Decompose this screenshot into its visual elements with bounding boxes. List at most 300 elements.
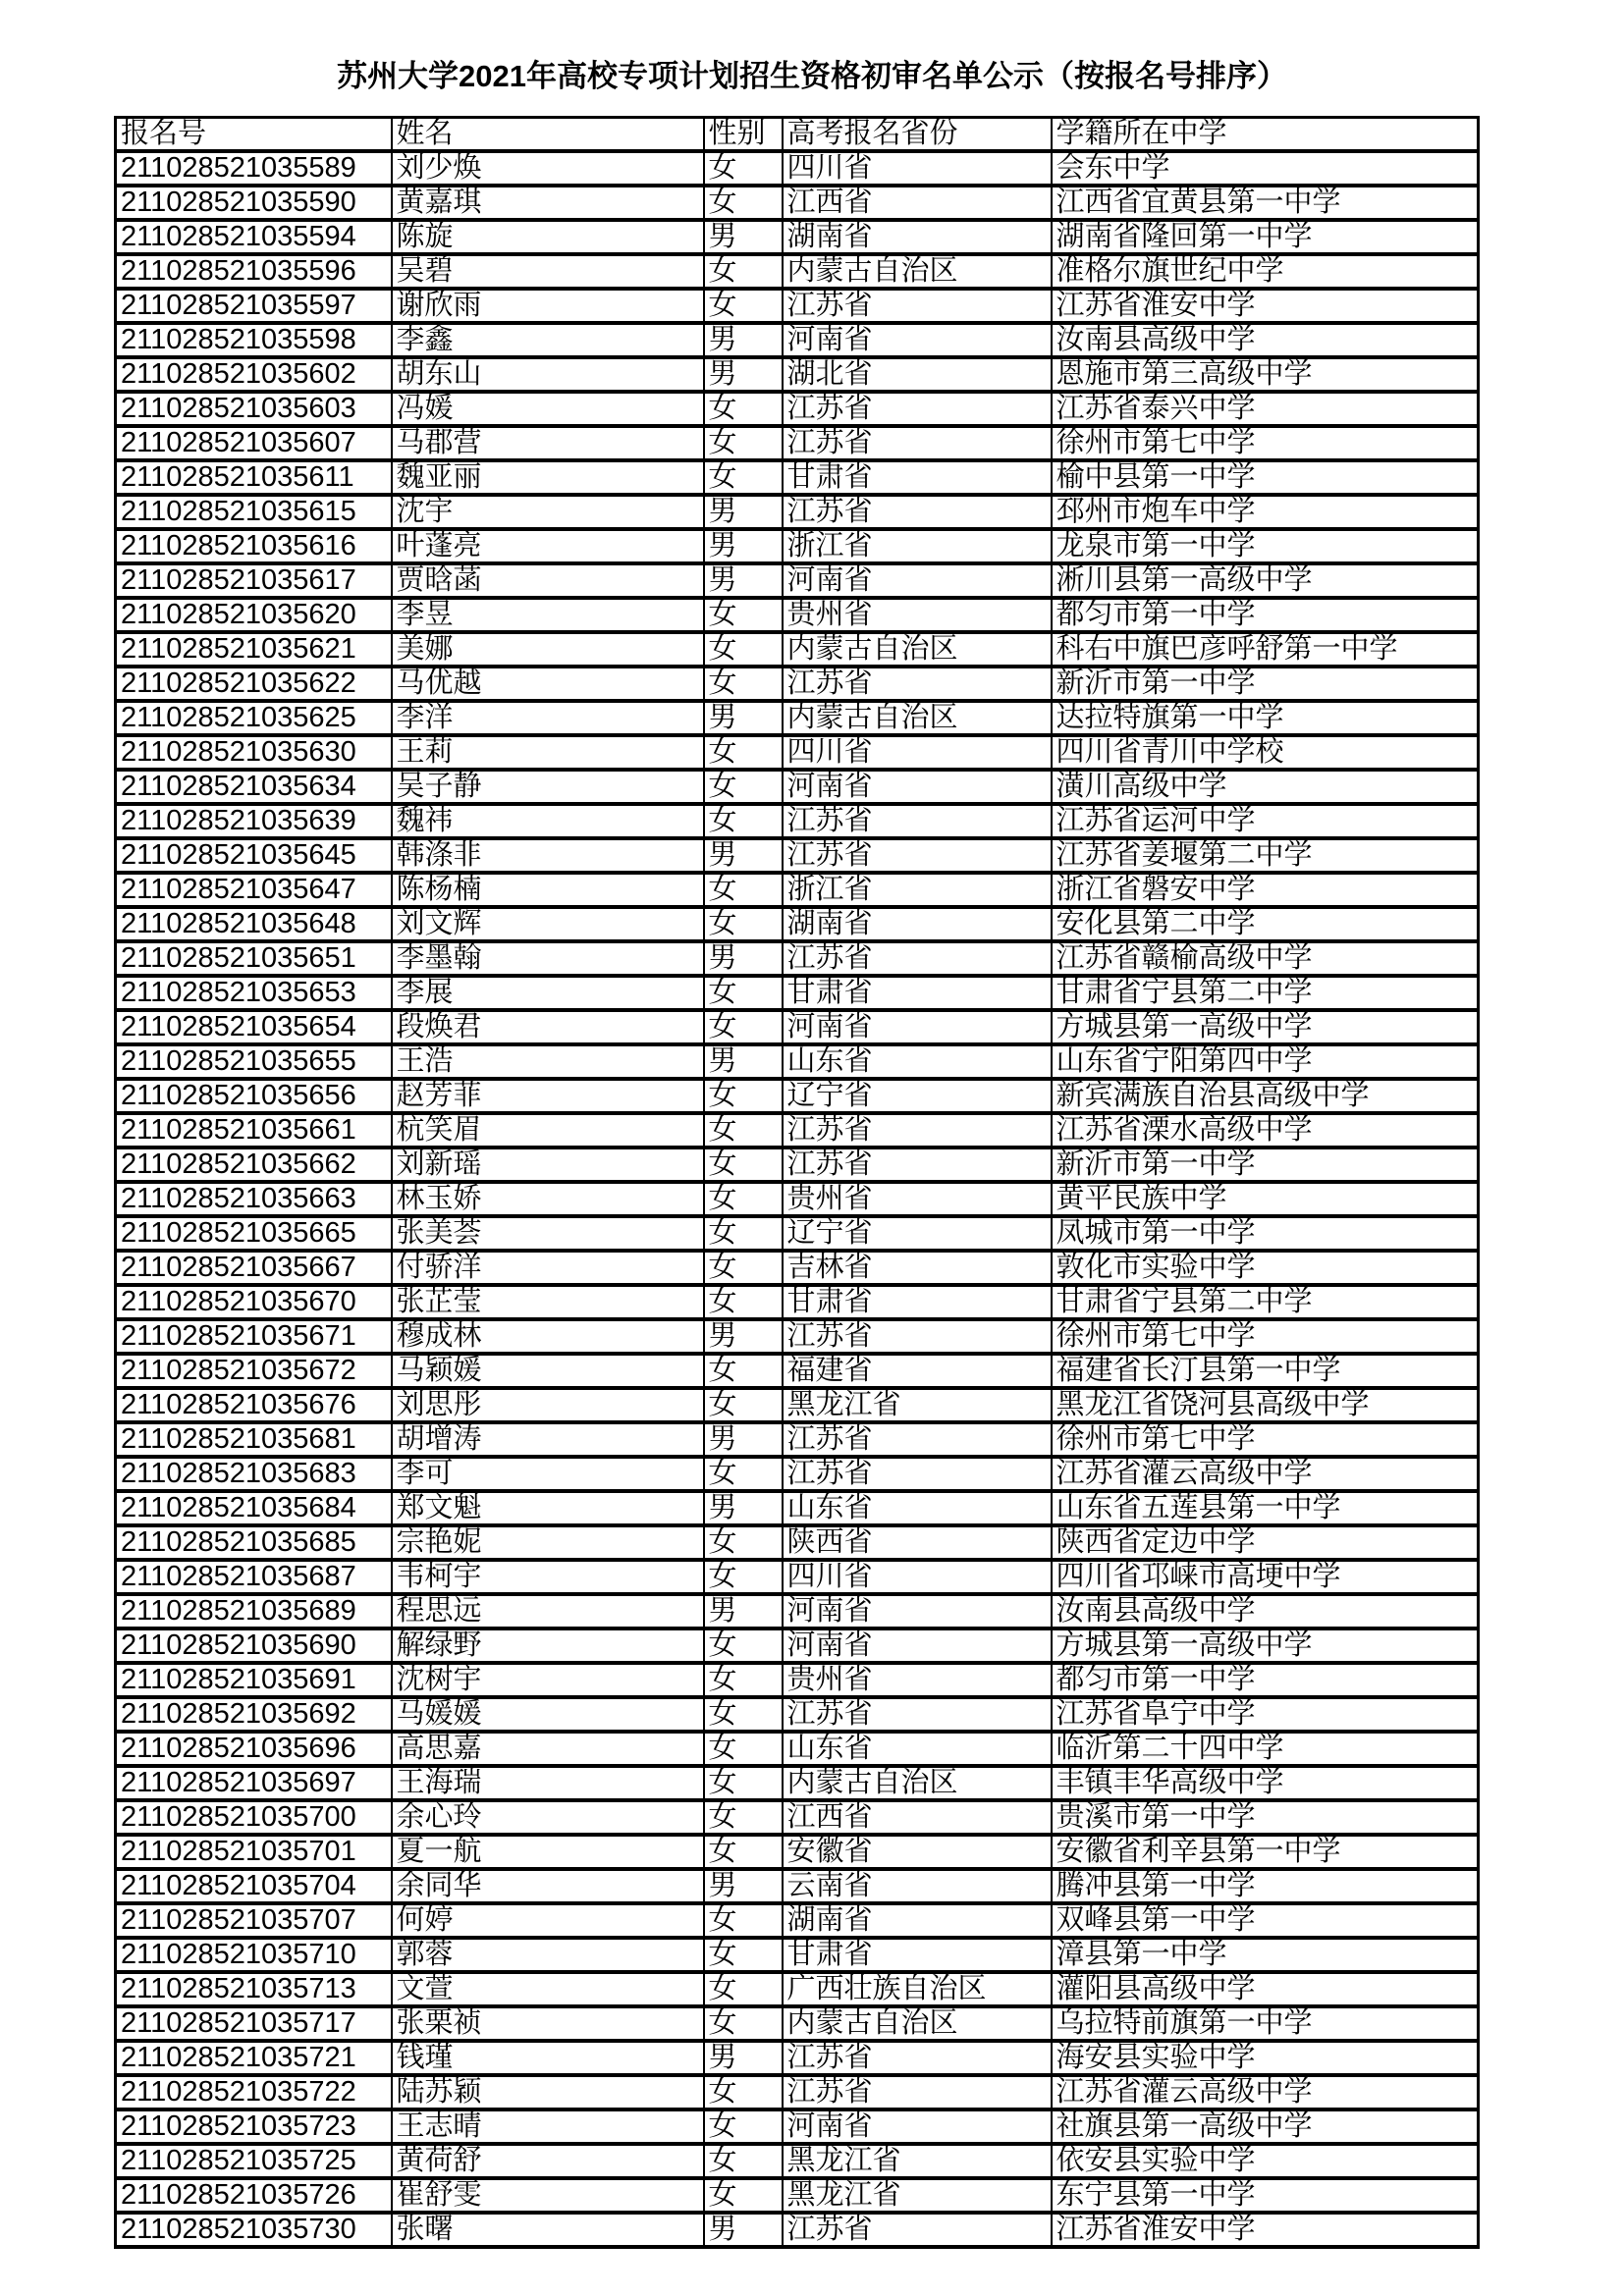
cell-gender: 女 [704,289,783,323]
cell-gender: 女 [704,151,783,186]
cell-name: 林玉娇 [392,1182,704,1216]
cell-school: 双峰县第一中学 [1052,1903,1479,1938]
cell-province: 四川省 [783,735,1052,770]
table-row [116,254,1479,289]
cell-province: 福建省 [783,1354,1052,1388]
cell-name: 刘文辉 [392,907,704,941]
cell-gender: 男 [704,1869,783,1903]
cell-province: 河南省 [783,1010,1052,1044]
document-title: 苏州大学2021年高校专项计划招生资格初审名单公示（按报名号排序） [337,59,1287,93]
cell-school: 江苏省阜宁中学 [1052,1697,1479,1732]
cell-registration-number: 211028521035654 [116,1010,392,1044]
table-row [116,289,1479,323]
cell-name: 马媛媛 [392,1697,704,1732]
header-school: 学籍所在中学 [1052,118,1479,152]
cell-school: 四川省邛崃市高埂中学 [1052,1560,1479,1594]
cell-province: 江苏省 [783,1148,1052,1182]
cell-registration-number: 211028521035634 [116,770,392,804]
table-row [116,1491,1479,1525]
cell-school: 准格尔旗世纪中学 [1052,254,1479,289]
cell-gender: 女 [704,2178,783,2213]
cell-registration-number: 211028521035690 [116,1629,392,1663]
cell-school: 乌拉特前旗第一中学 [1052,2006,1479,2041]
cell-province: 甘肃省 [783,1938,1052,1972]
cell-province: 江苏省 [783,1457,1052,1491]
cell-school: 新沂市第一中学 [1052,1148,1479,1182]
cell-name: 马优越 [392,667,704,701]
cell-gender: 男 [704,1594,783,1629]
cell-registration-number: 211028521035651 [116,941,392,976]
cell-name: 胡东山 [392,357,704,392]
cell-school: 山东省五莲县第一中学 [1052,1491,1479,1525]
cell-gender: 女 [704,1663,783,1697]
cell-school: 方城县第一高级中学 [1052,1629,1479,1663]
cell-province: 江苏省 [783,426,1052,460]
cell-registration-number: 211028521035594 [116,220,392,254]
cell-province: 江苏省 [783,1319,1052,1354]
cell-province: 江苏省 [783,2213,1052,2247]
table-row [116,1697,1479,1732]
cell-school: 江苏省赣榆高级中学 [1052,941,1479,976]
cell-registration-number: 211028521035717 [116,2006,392,2041]
cell-province: 内蒙古自治区 [783,1766,1052,1800]
cell-name: 陈杨楠 [392,873,704,907]
table-row [116,1457,1479,1491]
cell-name: 刘少焕 [392,151,704,186]
cell-name: 李展 [392,976,704,1010]
cell-registration-number: 211028521035725 [116,2144,392,2178]
table-row [116,1079,1479,1113]
cell-province: 河南省 [783,1629,1052,1663]
table-row [116,1972,1479,2006]
cell-province: 吉林省 [783,1251,1052,1285]
cell-school: 江苏省运河中学 [1052,804,1479,838]
table-row [116,1354,1479,1388]
table-row [116,976,1479,1010]
cell-gender: 女 [704,976,783,1010]
cell-registration-number: 211028521035655 [116,1044,392,1079]
table-row [116,770,1479,804]
cell-name: 赵芳菲 [392,1079,704,1113]
cell-province: 江苏省 [783,495,1052,529]
cell-registration-number: 211028521035639 [116,804,392,838]
table-row [116,2178,1479,2213]
table-row [116,1319,1479,1354]
table-row [116,735,1479,770]
cell-school: 江苏省溧水高级中学 [1052,1113,1479,1148]
table-row [116,598,1479,632]
table-row [116,2075,1479,2109]
cell-gender: 女 [704,598,783,632]
cell-name: 李墨翰 [392,941,704,976]
cell-school: 徐州市第七中学 [1052,1422,1479,1457]
table-row [116,2041,1479,2075]
cell-province: 河南省 [783,1594,1052,1629]
cell-school: 陕西省定边中学 [1052,1525,1479,1560]
cell-name: 王志晴 [392,2109,704,2144]
cell-name: 宗艳妮 [392,1525,704,1560]
cell-school: 凤城市第一中学 [1052,1216,1479,1251]
table-row [116,323,1479,357]
cell-school: 东宁县第一中学 [1052,2178,1479,2213]
table-row [116,529,1479,563]
cell-name: 夏一航 [392,1835,704,1869]
cell-registration-number: 211028521035691 [116,1663,392,1697]
cell-school: 漳县第一中学 [1052,1938,1479,1972]
cell-school: 黄平民族中学 [1052,1182,1479,1216]
cell-name: 解绿野 [392,1629,704,1663]
cell-gender: 女 [704,1388,783,1422]
cell-registration-number: 211028521035647 [116,873,392,907]
cell-gender: 女 [704,186,783,220]
table-row [116,1869,1479,1903]
cell-province: 江苏省 [783,667,1052,701]
cell-province: 河南省 [783,323,1052,357]
cell-province: 湖南省 [783,907,1052,941]
table-row [116,1732,1479,1766]
cell-gender: 男 [704,1044,783,1079]
cell-gender: 女 [704,873,783,907]
cell-gender: 男 [704,1319,783,1354]
table-row [116,873,1479,907]
cell-school: 江西省宜黄县第一中学 [1052,186,1479,220]
table-row [116,838,1479,873]
table-row [116,1113,1479,1148]
cell-gender: 女 [704,1835,783,1869]
cell-school: 徐州市第七中学 [1052,426,1479,460]
cell-registration-number: 211028521035710 [116,1938,392,1972]
cell-gender: 女 [704,1457,783,1491]
cell-name: 文萱 [392,1972,704,2006]
cell-gender: 女 [704,1182,783,1216]
cell-school: 龙泉市第一中学 [1052,529,1479,563]
cell-name: 张芷莹 [392,1285,704,1319]
table-row [116,1560,1479,1594]
cell-registration-number: 211028521035645 [116,838,392,873]
cell-registration-number: 211028521035684 [116,1491,392,1525]
cell-registration-number: 211028521035685 [116,1525,392,1560]
cell-school: 徐州市第七中学 [1052,1319,1479,1354]
cell-registration-number: 211028521035672 [116,1354,392,1388]
cell-school: 汝南县高级中学 [1052,1594,1479,1629]
table-row [116,1388,1479,1422]
cell-name: 马颖媛 [392,1354,704,1388]
cell-name: 韩涤非 [392,838,704,873]
cell-school: 黑龙江省饶河县高级中学 [1052,1388,1479,1422]
table-row [116,460,1479,495]
table-row [116,632,1479,667]
cell-registration-number: 211028521035589 [116,151,392,186]
cell-name: 余心玲 [392,1800,704,1835]
cell-gender: 女 [704,1148,783,1182]
cell-province: 辽宁省 [783,1216,1052,1251]
cell-name: 贾晗菡 [392,563,704,598]
cell-province: 广西壮族自治区 [783,1972,1052,2006]
cell-gender: 女 [704,1766,783,1800]
cell-gender: 女 [704,254,783,289]
cell-province: 江苏省 [783,392,1052,426]
header-registration-number: 报名号 [116,118,392,152]
cell-registration-number: 211028521035692 [116,1697,392,1732]
cell-gender: 女 [704,1972,783,2006]
cell-registration-number: 211028521035723 [116,2109,392,2144]
cell-name: 陈旋 [392,220,704,254]
header-gender: 性别 [704,118,783,152]
cell-gender: 男 [704,357,783,392]
cell-province: 江西省 [783,186,1052,220]
cell-province: 江苏省 [783,1113,1052,1148]
cell-name: 黄荷舒 [392,2144,704,2178]
cell-name: 魏亚丽 [392,460,704,495]
cell-school: 甘肃省宁县第二中学 [1052,976,1479,1010]
cell-registration-number: 211028521035730 [116,2213,392,2247]
cell-province: 内蒙古自治区 [783,632,1052,667]
cell-registration-number: 211028521035630 [116,735,392,770]
cell-gender: 女 [704,1560,783,1594]
cell-gender: 女 [704,735,783,770]
cell-name: 郭蓉 [392,1938,704,1972]
cell-school: 社旗县第一高级中学 [1052,2109,1479,2144]
table-row [116,1010,1479,1044]
table-row [116,1663,1479,1697]
cell-gender: 女 [704,1938,783,1972]
cell-name: 冯媛 [392,392,704,426]
cell-registration-number: 211028521035622 [116,667,392,701]
cell-gender: 男 [704,1422,783,1457]
cell-name: 王浩 [392,1044,704,1079]
cell-province: 江苏省 [783,2041,1052,2075]
cell-registration-number: 211028521035602 [116,357,392,392]
table-row [116,2109,1479,2144]
cell-registration-number: 211028521035683 [116,1457,392,1491]
table-header-row [116,118,1479,152]
table-row [116,1216,1479,1251]
cell-name: 李洋 [392,701,704,735]
cell-school: 方城县第一高级中学 [1052,1010,1479,1044]
cell-gender: 男 [704,2213,783,2247]
cell-gender: 男 [704,563,783,598]
cell-gender: 男 [704,529,783,563]
cell-registration-number: 211028521035596 [116,254,392,289]
cell-registration-number: 211028521035697 [116,1766,392,1800]
cell-gender: 女 [704,632,783,667]
cell-gender: 女 [704,667,783,701]
table-row [116,1629,1479,1663]
cell-name: 李鑫 [392,323,704,357]
table-row [116,907,1479,941]
cell-province: 黑龙江省 [783,2144,1052,2178]
applicant-table [114,116,1480,2249]
header-name: 姓名 [392,118,704,152]
cell-school: 江苏省淮安中学 [1052,289,1479,323]
cell-province: 江苏省 [783,838,1052,873]
cell-province: 河南省 [783,770,1052,804]
cell-province: 浙江省 [783,529,1052,563]
cell-school: 榆中县第一中学 [1052,460,1479,495]
cell-registration-number: 211028521035704 [116,1869,392,1903]
cell-registration-number: 211028521035620 [116,598,392,632]
table-row [116,1422,1479,1457]
table-row [116,220,1479,254]
cell-name: 吴碧 [392,254,704,289]
cell-school: 恩施市第三高级中学 [1052,357,1479,392]
cell-school: 淅川县第一高级中学 [1052,563,1479,598]
cell-school: 山东省宁阳第四中学 [1052,1044,1479,1079]
cell-gender: 男 [704,941,783,976]
cell-gender: 女 [704,2144,783,2178]
cell-school: 灌阳县高级中学 [1052,1972,1479,2006]
cell-registration-number: 211028521035722 [116,2075,392,2109]
cell-name: 陆苏颖 [392,2075,704,2109]
table-row [116,1835,1479,1869]
cell-province: 河南省 [783,2109,1052,2144]
table-row [116,357,1479,392]
cell-school: 安化县第二中学 [1052,907,1479,941]
cell-province: 山东省 [783,1491,1052,1525]
cell-school: 江苏省姜堰第二中学 [1052,838,1479,873]
header-province: 高考报名省份 [783,118,1052,152]
cell-school: 江苏省泰兴中学 [1052,392,1479,426]
cell-registration-number: 211028521035681 [116,1422,392,1457]
cell-province: 黑龙江省 [783,2178,1052,2213]
cell-name: 郑文魁 [392,1491,704,1525]
cell-gender: 男 [704,495,783,529]
cell-registration-number: 211028521035653 [116,976,392,1010]
table-row [116,1285,1479,1319]
table-row [116,1800,1479,1835]
cell-name: 余同华 [392,1869,704,1903]
cell-name: 美娜 [392,632,704,667]
cell-school: 科右中旗巴彦呼舒第一中学 [1052,632,1479,667]
cell-registration-number: 211028521035701 [116,1835,392,1869]
cell-province: 内蒙古自治区 [783,254,1052,289]
cell-province: 内蒙古自治区 [783,2006,1052,2041]
cell-school: 浙江省磐安中学 [1052,873,1479,907]
cell-name: 钱瑾 [392,2041,704,2075]
cell-province: 湖南省 [783,220,1052,254]
cell-gender: 女 [704,426,783,460]
cell-gender: 女 [704,1525,783,1560]
table-row [116,392,1479,426]
cell-gender: 女 [704,907,783,941]
cell-province: 陕西省 [783,1525,1052,1560]
cell-name: 张曙 [392,2213,704,2247]
cell-registration-number: 211028521035603 [116,392,392,426]
cell-school: 福建省长汀县第一中学 [1052,1354,1479,1388]
cell-registration-number: 211028521035667 [116,1251,392,1285]
cell-registration-number: 211028521035676 [116,1388,392,1422]
cell-name: 刘思彤 [392,1388,704,1422]
cell-registration-number: 211028521035665 [116,1216,392,1251]
cell-gender: 女 [704,1903,783,1938]
cell-gender: 女 [704,1732,783,1766]
table-row [116,701,1479,735]
cell-gender: 女 [704,1251,783,1285]
cell-registration-number: 211028521035648 [116,907,392,941]
cell-registration-number: 211028521035661 [116,1113,392,1148]
cell-province: 云南省 [783,1869,1052,1903]
cell-name: 穆成林 [392,1319,704,1354]
cell-name: 高思嘉 [392,1732,704,1766]
cell-gender: 女 [704,2075,783,2109]
cell-registration-number: 211028521035707 [116,1903,392,1938]
cell-province: 黑龙江省 [783,1388,1052,1422]
cell-registration-number: 211028521035656 [116,1079,392,1113]
cell-registration-number: 211028521035621 [116,632,392,667]
cell-gender: 女 [704,2109,783,2144]
cell-name: 李可 [392,1457,704,1491]
cell-name: 黄嘉琪 [392,186,704,220]
cell-registration-number: 211028521035597 [116,289,392,323]
cell-school: 新沂市第一中学 [1052,667,1479,701]
cell-school: 新宾满族自治县高级中学 [1052,1079,1479,1113]
cell-gender: 女 [704,1285,783,1319]
table-row [116,2213,1479,2247]
cell-name: 韦柯宇 [392,1560,704,1594]
cell-registration-number: 211028521035726 [116,2178,392,2213]
cell-registration-number: 211028521035696 [116,1732,392,1766]
cell-province: 江苏省 [783,1697,1052,1732]
cell-province: 甘肃省 [783,976,1052,1010]
cell-gender: 女 [704,460,783,495]
cell-gender: 男 [704,701,783,735]
cell-registration-number: 211028521035616 [116,529,392,563]
table-row [116,563,1479,598]
cell-name: 胡增涛 [392,1422,704,1457]
cell-registration-number: 211028521035700 [116,1800,392,1835]
cell-name: 何婷 [392,1903,704,1938]
cell-province: 河南省 [783,563,1052,598]
cell-name: 王莉 [392,735,704,770]
cell-school: 贵溪市第一中学 [1052,1800,1479,1835]
cell-province: 江苏省 [783,2075,1052,2109]
cell-gender: 男 [704,1491,783,1525]
cell-province: 贵州省 [783,598,1052,632]
cell-gender: 男 [704,838,783,873]
cell-gender: 女 [704,1697,783,1732]
cell-name: 马郡营 [392,426,704,460]
cell-registration-number: 211028521035721 [116,2041,392,2075]
cell-school: 达拉特旗第一中学 [1052,701,1479,735]
table-row [116,1766,1479,1800]
cell-name: 崔舒雯 [392,2178,704,2213]
cell-name: 程思远 [392,1594,704,1629]
cell-name: 张美荟 [392,1216,704,1251]
cell-registration-number: 211028521035598 [116,323,392,357]
cell-school: 临沂第二十四中学 [1052,1732,1479,1766]
cell-gender: 女 [704,770,783,804]
cell-gender: 女 [704,1079,783,1113]
table-row [116,2006,1479,2041]
cell-school: 汝南县高级中学 [1052,323,1479,357]
cell-name: 吴子静 [392,770,704,804]
cell-province: 内蒙古自治区 [783,701,1052,735]
cell-registration-number: 211028521035687 [116,1560,392,1594]
cell-province: 浙江省 [783,873,1052,907]
cell-school: 江苏省灌云高级中学 [1052,1457,1479,1491]
cell-gender: 女 [704,1010,783,1044]
cell-name: 王海瑞 [392,1766,704,1800]
cell-province: 甘肃省 [783,460,1052,495]
cell-province: 辽宁省 [783,1079,1052,1113]
cell-school: 会东中学 [1052,151,1479,186]
table-row [116,1525,1479,1560]
table-row [116,1148,1479,1182]
cell-registration-number: 211028521035611 [116,460,392,495]
cell-school: 腾冲县第一中学 [1052,1869,1479,1903]
cell-province: 江苏省 [783,941,1052,976]
cell-province: 湖南省 [783,1903,1052,1938]
